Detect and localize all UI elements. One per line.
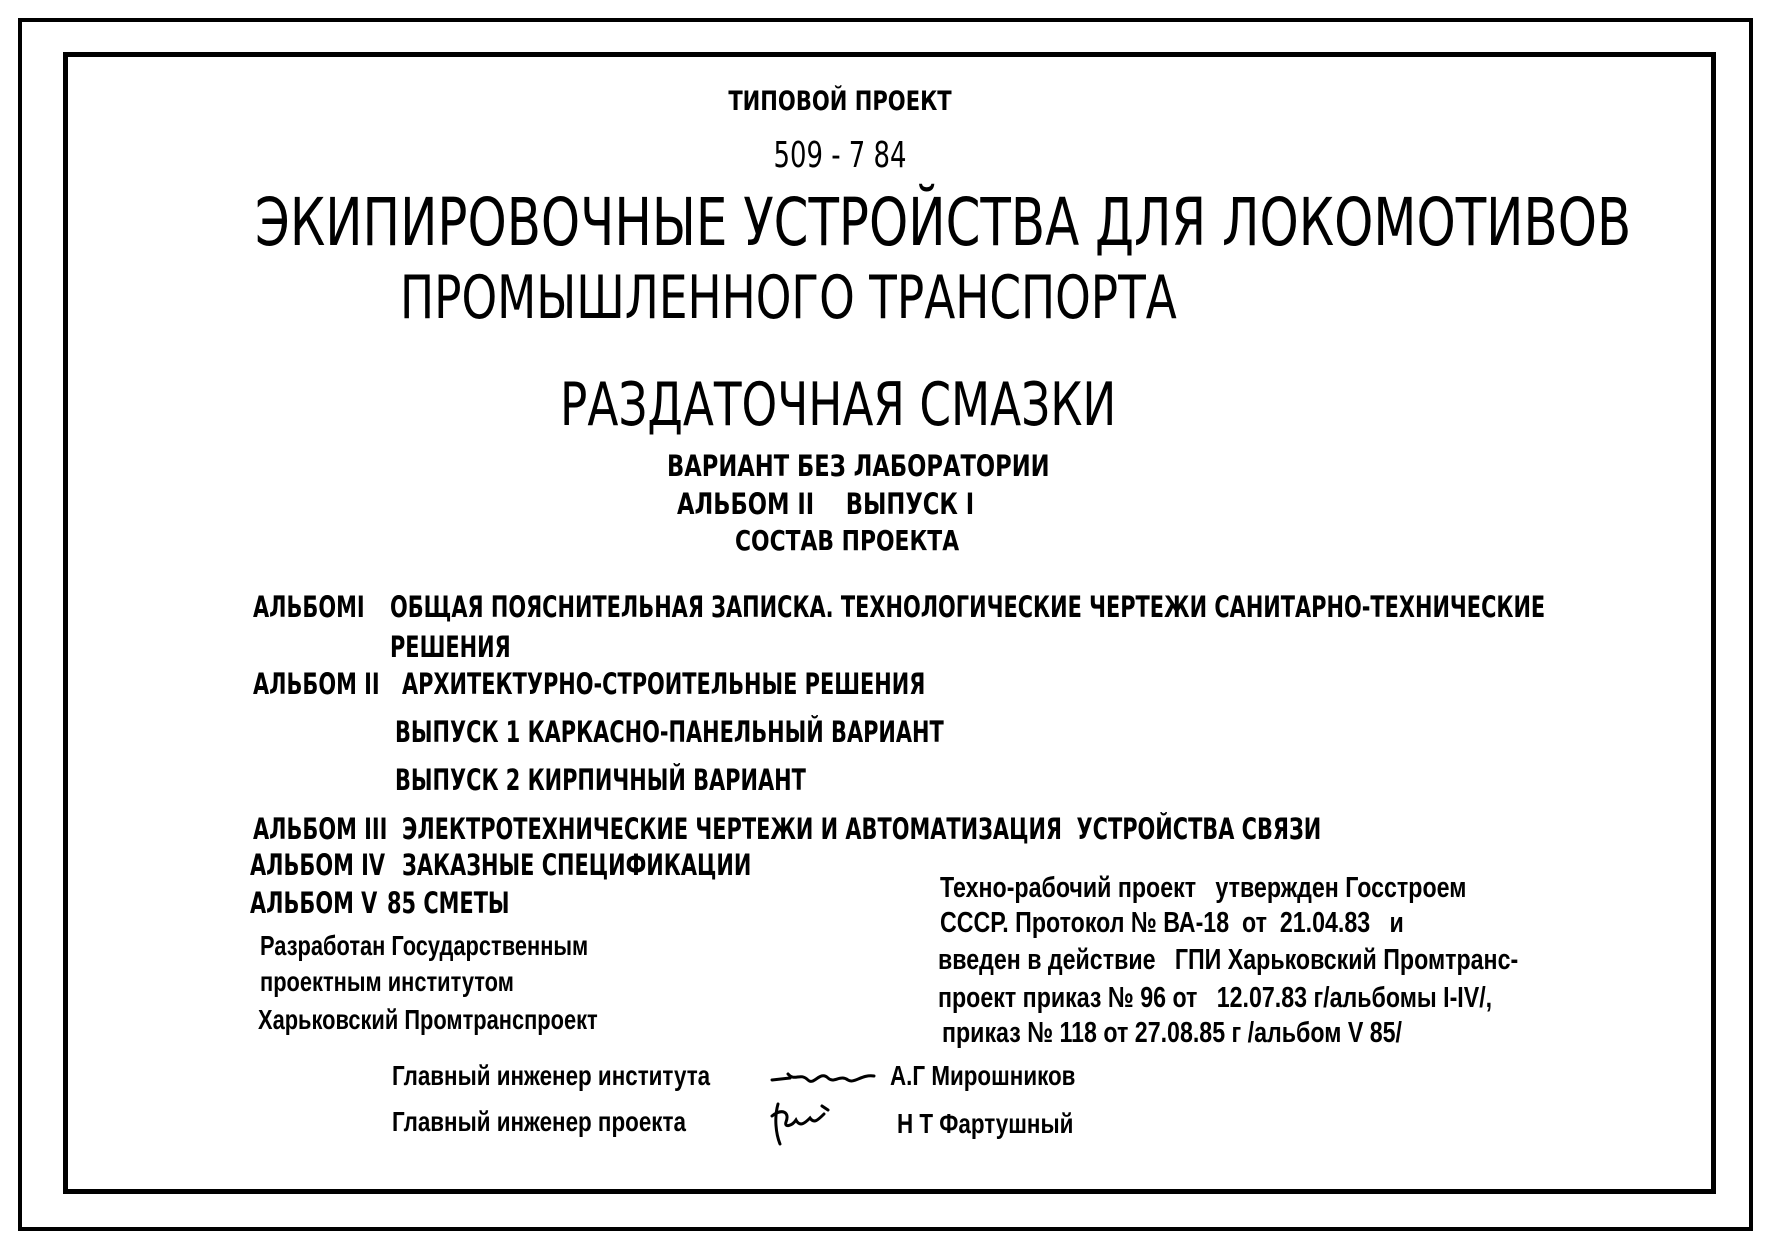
project-number: 509 - 7 84 <box>773 135 907 176</box>
chief-institute-name: А.Г Мирошников <box>890 1060 1076 1091</box>
album-2-issue-2: ВЫПУСК 2 КИРПИЧНЫЙ ВАРИАНТ <box>395 763 806 797</box>
variant: ВАРИАНТ БЕЗ ЛАБОРАТОРИИ <box>667 449 1050 483</box>
approval-line-4: проект приказ № 96 от 12.07.83 г/альбомы I-IV/, <box>938 982 1493 1014</box>
project-type: ТИПОВОЙ ПРОЕКТ <box>728 86 952 117</box>
approval-line-2: СССР. Протокол № ВА-18 от 21.04.83 и <box>940 907 1404 939</box>
chief-project-label: Главный инженер проекта <box>392 1106 686 1137</box>
chief-institute-label: Главный инженер института <box>392 1060 711 1091</box>
developer-line-2: проектным институтом <box>260 966 514 997</box>
album-5-text: 85 СМЕТЫ <box>387 886 510 920</box>
developer-line-1: Разработан Государственным <box>260 930 589 961</box>
album-3-text: ЭЛЕКТРОТЕХНИЧЕСКИЕ ЧЕРТЕЖИ И АВТОМАТИЗАЦИЯ УСТРОЙСТВА СВЯЗИ <box>402 812 1322 846</box>
developer-line-3: Харьковский Промтранспроект <box>258 1004 598 1035</box>
album-5-label: АЛЬБОМ V <box>250 886 378 920</box>
album-4-text: ЗАКАЗНЫЕ СПЕЦИФИКАЦИИ <box>402 848 752 882</box>
album-2-issue-1: ВЫПУСК 1 КАРКАСНО-ПАНЕЛЬНЫЙ ВАРИАНТ <box>395 715 944 749</box>
title-line-2: ПРОМЫШЛЕННОГО ТРАНСПОРТА <box>400 263 1177 333</box>
approval-line-1: Техно-рабочий проект утвержден Госстроем <box>940 872 1467 904</box>
signature-project <box>766 1098 836 1148</box>
album-3-label: АЛЬБОМ III <box>253 812 388 846</box>
album-issue: АЛЬБОМ II ВЫПУСК I <box>677 487 975 521</box>
album-2-label: АЛЬБОМ II <box>253 667 380 701</box>
signature-institute <box>770 1062 880 1092</box>
approval-line-3: введен в действие ГПИ Харьковский Промтранс- <box>938 944 1519 976</box>
approval-line-5: приказ № 118 от 27.08.85 г /альбом V 85/ <box>942 1017 1402 1049</box>
chief-project-name: Н Т Фартушный <box>897 1108 1074 1139</box>
title-line-1: ЭКИПИРОВОЧНЫЕ УСТРОЙСТВА ДЛЯ ЛОКОМОТИВОВ <box>255 184 1632 261</box>
subtitle: РАЗДАТОЧНАЯ СМАЗКИ <box>560 370 1117 440</box>
album-1-label: АЛЬБОМI <box>253 590 365 624</box>
album-2-text: АРХИТЕКТУРНО-СТРОИТЕЛЬНЫЕ РЕШЕНИЯ <box>402 667 926 701</box>
composition: СОСТАВ ПРОЕКТА <box>735 524 960 557</box>
album-1-text-cont: РЕШЕНИЯ <box>390 630 511 664</box>
album-1-text: ОБЩАЯ ПОЯСНИТЕЛЬНАЯ ЗАПИСКА. ТЕХНОЛОГИЧЕСКИЕ ЧЕРТЕЖИ САНИТАРНО-ТЕХНИЧЕСКИЕ <box>390 590 1546 624</box>
album-4-label: АЛЬБОМ IV <box>250 848 386 882</box>
